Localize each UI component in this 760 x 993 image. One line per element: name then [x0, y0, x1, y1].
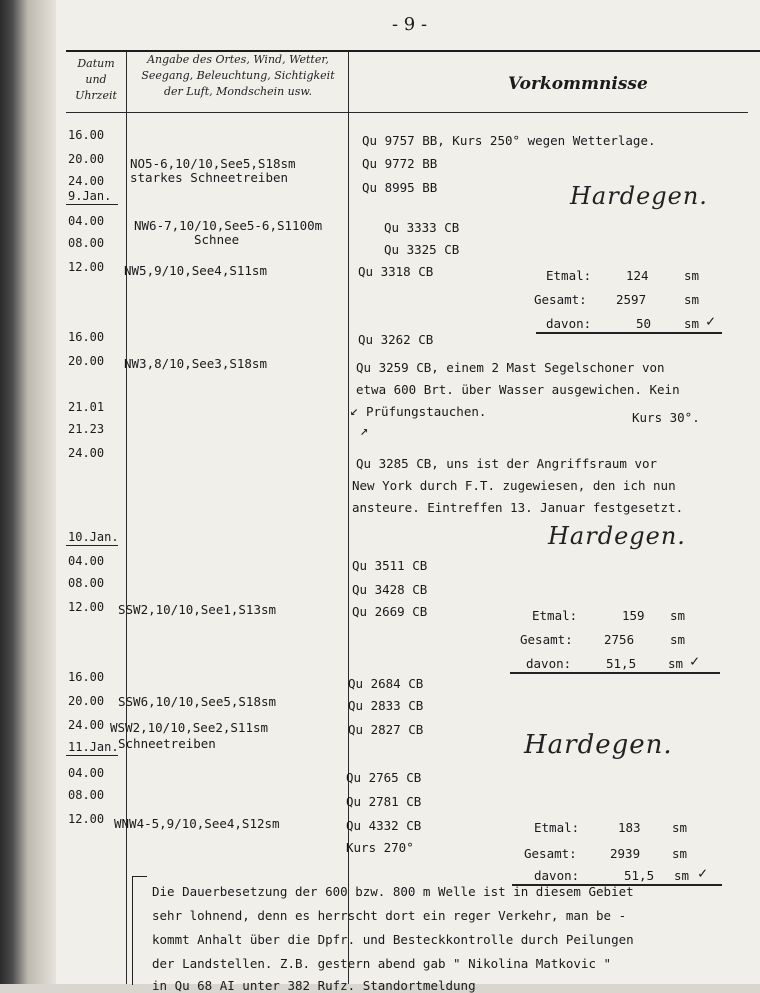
arrow-icon: ↗ [360, 423, 369, 439]
time-cell: 04.00 [68, 554, 105, 568]
signature-hardegen: Hardegen. [570, 182, 708, 210]
event-entry: Qu 3333 CB [384, 220, 460, 235]
check-mark: ✓ [698, 864, 708, 882]
event-entry: Qu 3285 CB, uns ist der Angriffsraum vor [356, 456, 658, 471]
unit-label: sm [672, 846, 688, 861]
date-underline [66, 204, 118, 205]
event-entry: Qu 3318 CB [358, 264, 434, 279]
event-entry: Prüfungstauchen. [366, 404, 487, 419]
time-cell: 24.00 [68, 718, 105, 732]
event-entry: Qu 2669 CB [352, 604, 428, 619]
check-mark: ✓ [706, 312, 716, 330]
signature-hardegen: Hardegen. [548, 522, 686, 550]
etmal-value: 159 [622, 608, 645, 623]
event-entry: Qu 2827 CB [348, 722, 424, 737]
note-line: kommt Anhalt über die Dpfr. und Besteckkontrolle durch Peilungen [152, 932, 634, 947]
header-datum-line: und [85, 73, 107, 86]
event-entry: etwa 600 Brt. über Wasser ausgewichen. Kein [356, 382, 680, 397]
time-cell: 16.00 [68, 670, 105, 684]
time-cell: 12.00 [68, 812, 105, 826]
date-underline [66, 545, 118, 546]
weather-entry: WNW4-5,9/10,See4,S12sm [114, 816, 280, 831]
weather-entry: SSW6,10/10,See5,S18sm [118, 694, 277, 709]
etmal-value: 183 [618, 820, 641, 835]
header-angabe-line: Seegang, Beleuchtung, Sichtigkeit [141, 69, 335, 82]
note-line: Die Dauerbesetzung der 600 bzw. 800 m Welle ist in diesem Gebiet [152, 884, 634, 899]
time-cell: 16.00 [68, 330, 105, 344]
time-cell: 21.01 [68, 400, 105, 414]
davon-label: davon: [526, 656, 572, 671]
header-datum [66, 56, 126, 104]
time-cell: 20.00 [68, 152, 105, 166]
gesamt-label: Gesamt: [524, 846, 577, 861]
signature-hardegen: Hardegen. [524, 730, 673, 760]
unit-label: sm [670, 608, 686, 623]
header-angabe-line: der Luft, Mondschein usw. [163, 85, 313, 98]
tally-underline [510, 672, 720, 674]
note-line: sehr lohnend, denn es herrscht dort ein reger Verkehr, man be - [152, 908, 627, 923]
gesamt-value: 2756 [604, 632, 635, 647]
time-cell: 20.00 [68, 694, 105, 708]
davon-value: 51,5 [606, 656, 637, 671]
tally-underline [536, 332, 722, 334]
weather-entry: SSW2,10/10,See1,S13sm [118, 602, 277, 617]
event-entry: Qu 2833 CB [348, 698, 424, 713]
davon-value: 50 [636, 316, 652, 331]
weather-entry: WSW2,10/10,See2,S11sm [110, 720, 269, 735]
time-cell: 04.00 [68, 766, 105, 780]
weather-entry: Schnee [194, 232, 240, 247]
time-cell: 08.00 [68, 576, 105, 590]
event-entry: Qu 4332 CB [346, 818, 422, 833]
unit-label: sm [672, 820, 688, 835]
event-entry: Kurs 270° [346, 840, 414, 855]
note-line: in Qu 68 AI unter 382 Rufz. Standortmeldung [152, 978, 476, 993]
davon-value: 51,5 [624, 868, 655, 883]
time-cell: 24.00 [68, 174, 105, 188]
unit-label: sm [674, 868, 690, 883]
time-cell: 12.00 [68, 260, 105, 274]
event-entry: Qu 9772 BB [362, 156, 438, 171]
time-cell: 12.00 [68, 600, 105, 614]
unit-label: sm [684, 292, 700, 307]
unit-label: sm [670, 632, 686, 647]
time-cell: 24.00 [68, 446, 105, 460]
event-entry: Qu 9757 BB, Kurs 250° wegen Wetterlage. [362, 133, 656, 148]
event-entry: Qu 2684 CB [348, 676, 424, 691]
time-cell: 04.00 [68, 214, 105, 228]
date-cell: 9.Jan. [68, 189, 112, 203]
column-divider-1 [126, 52, 127, 984]
book-binding-shadow [0, 0, 56, 984]
gesamt-value: 2939 [610, 846, 641, 861]
weather-entry: NW6-7,10/10,See5-6,S1100m [134, 218, 323, 233]
unit-label: sm [668, 656, 684, 671]
gesamt-label: Gesamt: [520, 632, 573, 647]
event-entry: Kurs 30°. [632, 410, 700, 425]
time-cell: 08.00 [68, 788, 105, 802]
arrow-icon: ↙ [350, 403, 359, 419]
gesamt-value: 2597 [616, 292, 647, 307]
check-mark: ✓ [690, 652, 700, 670]
header-angabe-line: Angabe des Ortes, Wind, Wetter, [147, 53, 329, 66]
event-entry: Qu 8995 BB [362, 180, 438, 195]
weather-entry: starkes Schneetreiben [130, 170, 289, 185]
header-rule [66, 112, 748, 113]
weather-entry: NW3,8/10,See3,S18sm [124, 356, 267, 371]
note-line: der Landstellen. Z.B. gestern abend gab " Nikolina Matkovic " [152, 956, 612, 971]
date-cell: 10.Jan. [68, 530, 119, 544]
time-cell: 08.00 [68, 236, 105, 250]
date-cell: 11.Jan. [68, 740, 119, 754]
note-bracket [132, 876, 147, 985]
etmal-label: Etmal: [546, 268, 592, 283]
time-cell: 20.00 [68, 354, 105, 368]
event-entry: New York durch F.T. zugewiesen, den ich nun [352, 478, 676, 493]
weather-entry: NO5-6,10/10,See5,S18sm [130, 156, 296, 171]
page-number: - 9 - [392, 14, 428, 35]
time-cell: 16.00 [68, 128, 105, 142]
time-cell: 21.23 [68, 422, 105, 436]
event-entry: Qu 3262 CB [358, 332, 434, 347]
header-datum-line: Datum [77, 57, 115, 70]
davon-label: davon: [546, 316, 592, 331]
event-entry: Qu 3259 CB, einem 2 Mast Segelschoner von [356, 360, 665, 375]
header-angabe [128, 52, 348, 100]
weather-entry: Schneetreiben [118, 736, 216, 751]
unit-label: sm [684, 316, 700, 331]
davon-label: davon: [534, 868, 580, 883]
event-entry: ansteure. Eintreffen 13. Januar festgesetzt. [352, 500, 684, 515]
header-datum-line: Uhrzeit [75, 89, 117, 102]
event-entry: Qu 3511 CB [352, 558, 428, 573]
event-entry: Qu 3428 CB [352, 582, 428, 597]
etmal-label: Etmal: [534, 820, 580, 835]
gesamt-label: Gesamt: [534, 292, 587, 307]
event-entry: Qu 2765 CB [346, 770, 422, 785]
event-entry: Qu 2781 CB [346, 794, 422, 809]
event-entry: Qu 3325 CB [384, 242, 460, 257]
date-underline [66, 755, 118, 756]
etmal-label: Etmal: [532, 608, 578, 623]
unit-label: sm [684, 268, 700, 283]
etmal-value: 124 [626, 268, 649, 283]
header-vorkommnisse: Vorkommnisse [508, 74, 648, 94]
weather-entry: NW5,9/10,See4,S11sm [124, 263, 267, 278]
